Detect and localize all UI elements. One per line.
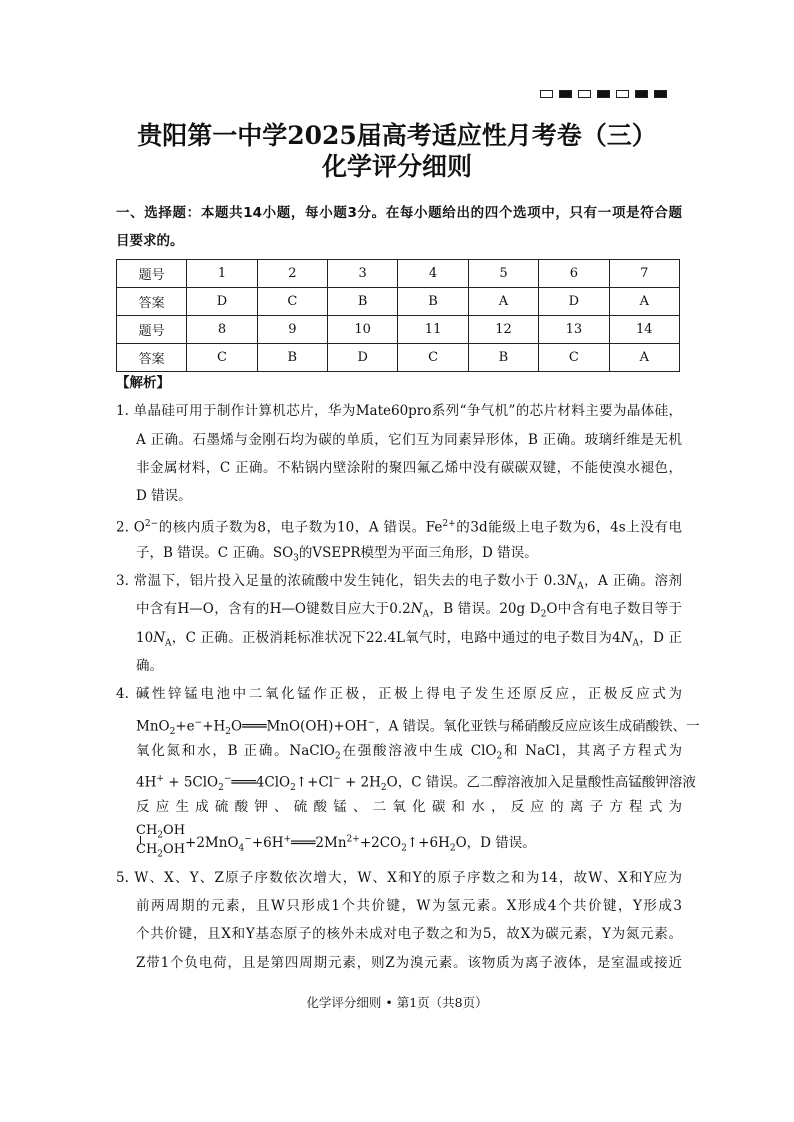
- analysis-line: D 错误。: [136, 488, 192, 505]
- table-cell: 13: [539, 316, 609, 344]
- analysis-item: [116, 680, 700, 863]
- analysis-line: 确。: [136, 657, 163, 674]
- registration-mark: [540, 90, 553, 98]
- table-cell: 12: [468, 316, 538, 344]
- analysis-line: 2. $O^{2-}$的核内质子数为8，电子数为10，A 错误。$Fe^{2+}$的3d能级上电子数为6，4s上没有电: [116, 519, 682, 536]
- table-cell: C: [187, 344, 257, 372]
- registration-mark: [597, 90, 610, 98]
- registration-mark: [578, 90, 591, 98]
- answer-table: [116, 259, 680, 372]
- table-cell: C: [539, 344, 609, 372]
- table-cell: 7: [609, 260, 679, 288]
- section-intro-line: 一、选择题：本题共14小题，每小题3分。在每小题给出的四个选项中，只有一项是符合题: [116, 205, 682, 221]
- table-cell: B: [398, 288, 468, 316]
- formula-top: $CH_2OH$: [136, 823, 186, 841]
- table-cell: 题号: [117, 260, 187, 288]
- table-cell: 14: [609, 316, 679, 344]
- table-cell: 答案: [117, 344, 187, 372]
- table-cell: 2: [257, 260, 327, 288]
- analysis-heading: 【解析】: [116, 375, 170, 391]
- page-footer: 化学评分细则 • 第1页（共8页）: [306, 995, 488, 1010]
- formula-bottom: $CH_2OH$: [136, 841, 186, 860]
- registration-mark: [635, 90, 648, 98]
- table-row: [117, 288, 680, 316]
- page-subtitle: 化学评分细则: [321, 152, 472, 181]
- table-cell: D: [187, 288, 257, 316]
- table-cell: D: [327, 344, 397, 372]
- reaction-equation: [116, 822, 682, 864]
- table-row: [117, 344, 680, 372]
- table-cell: C: [398, 344, 468, 372]
- analysis-line: 1. 单晶硅可用于制作计算机芯片，华为Mate60pro系列“争气机”的芯片材料主要为晶体硅，: [116, 403, 682, 420]
- analysis-line: 子，B 错误。C 正确。$SO_3$的VSEPR模型为平面三角形，D 错误。: [136, 544, 538, 564]
- table-cell: D: [539, 288, 609, 316]
- analysis-item: [116, 864, 682, 977]
- table-cell: C: [257, 288, 327, 316]
- table-cell: 题号: [117, 316, 187, 344]
- table-cell: 6: [539, 260, 609, 288]
- table-cell: B: [468, 344, 538, 372]
- table-cell: 9: [257, 316, 327, 344]
- analysis-line: A 正确。石墨烯与金刚石均为碳的单质，它们互为同素异形体，B 正确。玻璃纤维是无机: [136, 431, 682, 448]
- analysis-line: 3. 常温下，铝片投入足量的浓硫酸中发生钝化，铝失去的电子数小于 $0.3N_A$，A 正确。溶剂: [116, 573, 682, 592]
- table-row: [117, 316, 680, 344]
- table-cell: 答案: [117, 288, 187, 316]
- table-cell: A: [609, 344, 679, 372]
- table-cell: 4: [398, 260, 468, 288]
- equation-rest: $+2MnO_4^-+6H^+═══2Mn^{2+}+2CO_2↑+6H_2O$，D 错误。: [185, 834, 536, 855]
- analysis-item: [116, 397, 682, 510]
- analysis-line: Z带1个负电荷，且是第四周期元素，则Z为溴元素。该物质为离子液体，是室温或接近: [136, 954, 682, 971]
- analysis-item: [116, 510, 682, 567]
- ethylene-glycol-formula: [136, 824, 185, 861]
- analysis-line: 反应生成硫酸钾、硫酸锰、二氧化碳和水，反应的离子方程式为: [136, 799, 682, 816]
- analysis: [116, 369, 700, 977]
- analysis-item: [116, 567, 682, 680]
- table-cell: B: [327, 288, 397, 316]
- section-intro-line: 目要求的。: [116, 233, 184, 249]
- table-cell: 10: [327, 316, 397, 344]
- table-cell: B: [257, 344, 327, 372]
- registration-mark: [654, 90, 667, 98]
- analysis-line: 4H+ + 5ClO$_2$−═══4ClO$_2$↑+Cl− + $2H_2O$，C 错误。乙二醇溶液加入足量酸性高锰酸钾溶液: [136, 774, 696, 794]
- registration-mark: [616, 90, 629, 98]
- table-cell: 1: [187, 260, 257, 288]
- table-cell: A: [609, 288, 679, 316]
- analysis-line: 非金属材料，C 正确。不粘锅内壁涂附的聚四氟乙烯中没有碳碳双键，不能使溴水褪色，: [136, 459, 682, 476]
- analysis-line: 个共价键，且X和Y基态原子的核外未成对电子数之和为5，故X为碳元素，Y为氮元素。: [136, 926, 682, 943]
- analysis-line: 氧化氮和水，B 正确。NaClO$_2$在强酸溶液中生成 ClO$_2$和 NaCl，其离子方程式为: [136, 742, 682, 762]
- analysis-line: 5. W、X、Y、Z原子序数依次增大，W、X和Y的原子序数之和为14，故W、X和Y应为: [116, 869, 682, 886]
- section-intro: [116, 199, 682, 255]
- analysis-line: 中含有H—O，含有的H—O键数目应大于$0.2N_A$，B 错误。20g $D_2O$中含有电子数目等于: [136, 601, 682, 621]
- table-cell: 5: [468, 260, 538, 288]
- page-marks: [540, 90, 667, 98]
- analysis-line: 4. 碱性锌锰电池中二氧化锰作正极，正极上得电子发生还原反应，正极反应式为: [116, 686, 682, 703]
- analysis-line: $10N_A$，C 正确。正极消耗标准状况下22.4L氧气时，电路中通过的电子数目为$4N_A$，D 正: [136, 629, 682, 649]
- analysis-line: $MnO_2+e^-+H_2O═══MnO(OH)+OH^-$，A 错误。氧化亚铁与稀硝酸反应应该生成硝酸铁、一: [136, 717, 700, 737]
- analysis-line: 前两周期的元素，且W只形成1个共价键，W为氢元素。X形成4个共价键，Y形成3: [136, 898, 682, 915]
- table-row: [117, 260, 680, 288]
- table-cell: A: [468, 288, 538, 316]
- page-title: 贵阳第一中学2025届高考适应性月考卷（三）: [137, 121, 657, 150]
- table-cell: 8: [187, 316, 257, 344]
- table-cell: 3: [327, 260, 397, 288]
- table-cell: 11: [398, 316, 468, 344]
- registration-mark: [559, 90, 572, 98]
